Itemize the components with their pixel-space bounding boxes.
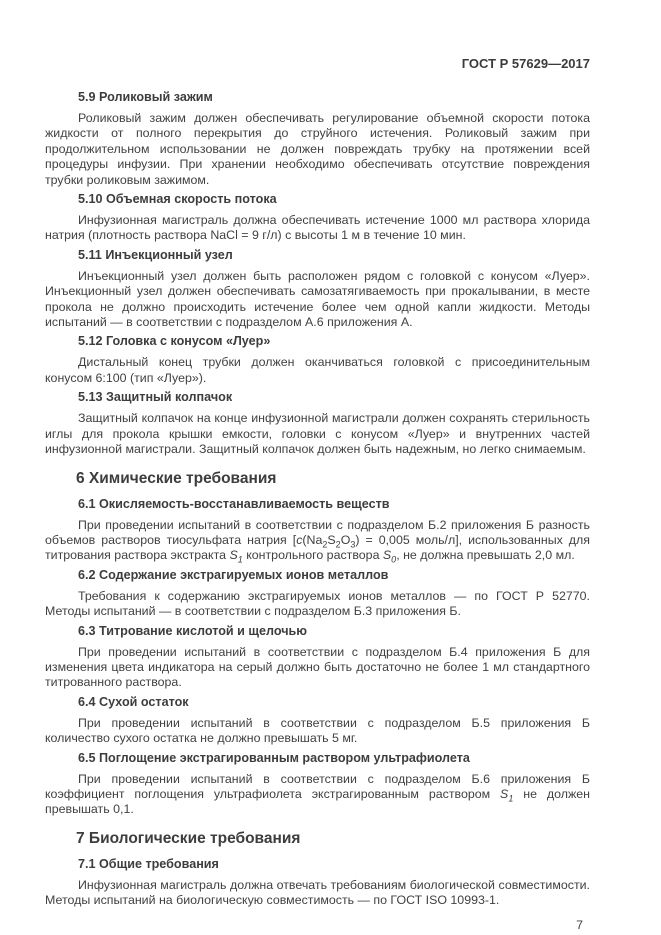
- section-body-6-1: При проведении испытаний в соответствии с подразделом Б.2 приложения Б разность объемов растворов тиосульфата натрия [$c(Na_2S_2O_3) = 0,005$ моль/л], использованных для титрования раствора экстракта $S_1$ контрольного раствора $S_0$, не должна превышать 2,0 мл.: [45, 517, 590, 565]
- section-heading-5-11: 5.11 Инъекционный узел: [78, 247, 233, 262]
- section-heading-5-9: 5.9 Роликовый зажим: [78, 90, 213, 104]
- section-heading-6-2: 6.2 Содержание экстрагируемых ионов металлов: [78, 567, 389, 582]
- section-body-6-4: При проведении испытаний в соответствии с подразделом Б.5 приложения Б количество сухого остатка не должно превышать 5 мг.: [45, 715, 590, 746]
- section-heading-6-1: 6.1 Окисляемость-восстанавливаемость веществ: [78, 496, 390, 511]
- running-header: ГОСТ Р 57629—2017: [461, 56, 590, 71]
- section-body-5-12: Дистальный конец трубки должен оканчиваться головкой с присоединительным конусом 6:100 (тип «Луер»).: [45, 355, 590, 385]
- section-body-5-11: Инъекционный узел должен быть расположен рядом с головкой с конусом «Луер». Инъекционный узел должен обеспечивать самозатягиваемость при прокалывании, в месте прокола не должно происходить истечение более чем одной капли жидкости. Методы испытаний — в соответствии с подразделом А.6 приложения А.: [45, 268, 590, 330]
- section-heading-6-3: 6.3 Титрование кислотой и щелочью: [78, 623, 308, 638]
- chapter-heading-7: 7 Биологические требования: [76, 829, 301, 847]
- section-heading-6-4: 6.4 Сухой остаток: [78, 694, 189, 709]
- section-body-6-5: При проведении испытаний в соответствии с подразделом Б.6 приложения Б коэффициент поглощения ультрафиолета экстрагированным раствором $S_1$ не должен превышать 0,1.: [45, 771, 590, 817]
- page-number: 7: [576, 917, 583, 932]
- section-body-6-2: Требования к содержанию экстрагируемых ионов металлов — по ГОСТ Р 52770. Методы испытаний — в соответствии с подразделом Б.3 приложения Б.: [45, 588, 590, 619]
- section-heading-7-1: 7.1 Общие требования: [78, 856, 219, 871]
- page-content: [45, 56, 590, 933]
- chapter-heading-6: 6 Химические требования: [76, 469, 277, 487]
- section-heading-5-13: 5.13 Защитный колпачок: [78, 390, 233, 405]
- section-heading-5-12: 5.12 Головка с конусом «Луер»: [78, 334, 271, 349]
- section-body-5-13: Защитный колпачок на конце инфузионной магистрали должен сохранять стерильность иглы для прокола крышки емкости, головки с конусом «Луер» и внутренних частей инфузионной магистрали. Защитный колпачок должен быть надежным, но легко снимаемым.: [45, 411, 590, 457]
- section-body-5-10: Инфузионная магистраль должна обеспечивать истечение 1000 мл раствора хлорида натрия (плотность раствора NaCl = 9 г/л) с высоты 1 м в течение 10 мин.: [45, 213, 590, 243]
- section-heading-6-5: 6.5 Поглощение экстрагированным раствором ультрафиолета: [78, 750, 470, 765]
- section-body-6-3: При проведении испытаний в соответствии с подразделом Б.4 приложения Б для изменения цвета индикатора на серый должно быть достаточно не более 1 мл стандартного титрованного раствора.: [45, 644, 590, 690]
- section-body-7-1: Инфузионная магистраль должна отвечать требованиям биологической совместимости. Методы испытаний на биологическую совместимость — по ГОСТ ISO 10993-1.: [45, 877, 590, 908]
- section-body-5-9: Роликовый зажим должен обеспечивать регулирование объемной скорости потока жидкости от полного перекрытия до струйного истечения. Роликовый зажим при продолжительном использовании не должен повреждать трубку на протяжении всей процедуры инфузии. При хранении необходимо обеспечивать отсутствие повреждения трубки роликовым зажимом.: [45, 111, 590, 187]
- section-heading-5-10: 5.10 Объемная скорость потока: [78, 192, 277, 207]
